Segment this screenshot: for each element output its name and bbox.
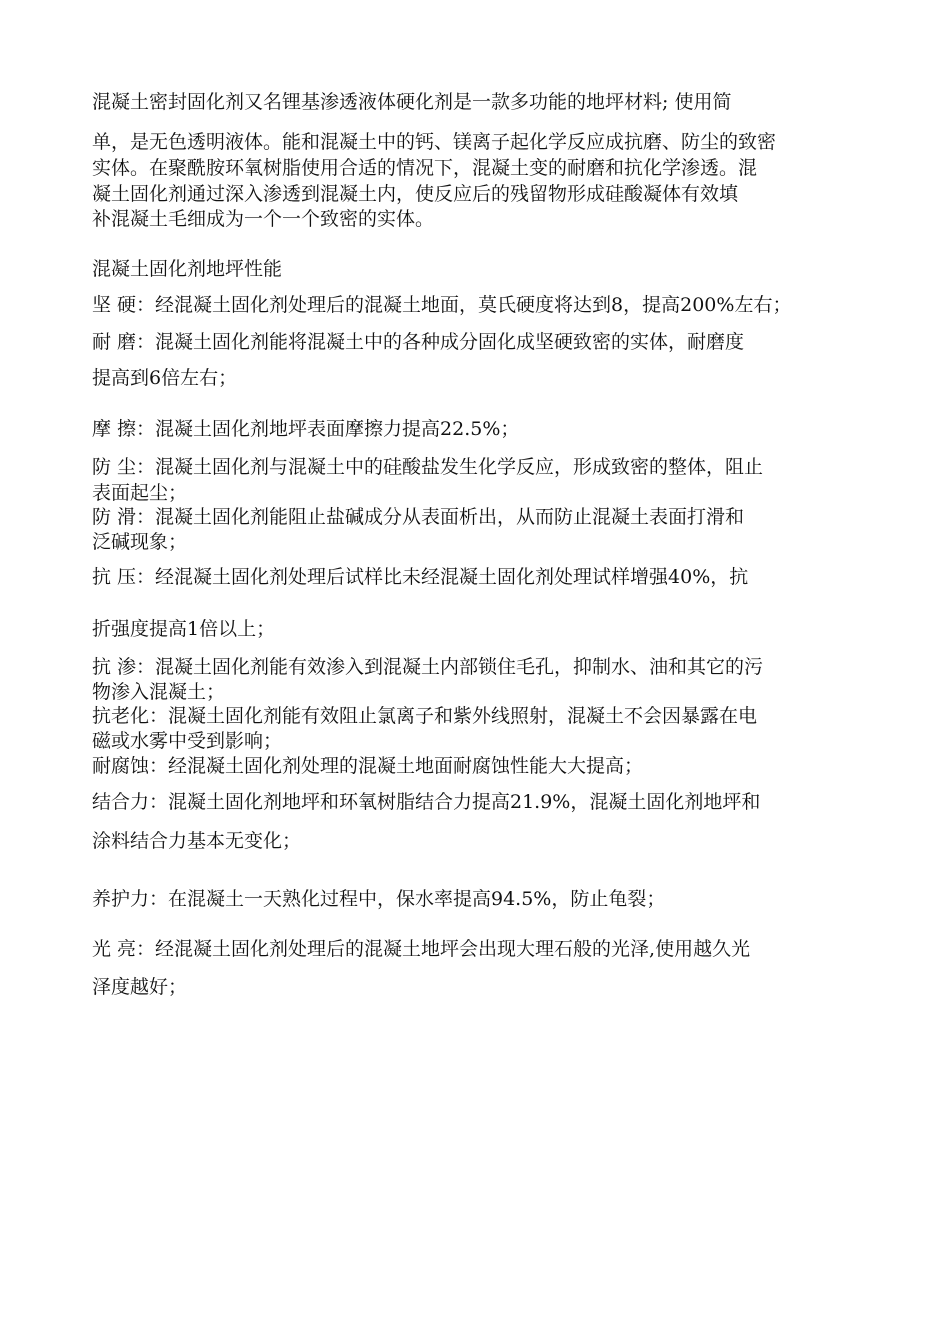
property-line: 泽度越好； (92, 976, 188, 998)
property-line: 抗 渗：混凝土固化剂能有效渗入到混凝土内部锁住毛孔，抑制水、油和其它的污 (92, 656, 764, 678)
property-line: 坚 硬：经混凝土固化剂处理后的混凝土地面，莫氏硬度将达到8，提高200%左右； (92, 294, 792, 316)
property-line: 泛碱现象； (92, 531, 188, 553)
property-line: 耐腐蚀：经混凝土固化剂处理的混凝土地面耐腐蚀性能大大提高； (92, 755, 644, 777)
intro-line: 实体。在聚酰胺环氧树脂使用合适的情况下，混凝土变的耐磨和抗化学渗透。混 (92, 157, 758, 179)
property-line: 磁或水雾中受到影响； (92, 730, 283, 752)
property-line: 抗 压：经混凝土固化剂处理后试样比未经混凝土固化剂处理试样增强40%，抗 (92, 566, 749, 588)
intro-line: 补混凝土毛细成为一个一个致密的实体。 (92, 208, 435, 230)
property-line: 养护力：在混凝土一天熟化过程中，保水率提高94.5%，防止龟裂； (92, 888, 666, 910)
property-line: 物渗入混凝土； (92, 681, 226, 703)
property-line: 防 尘：混凝土固化剂与混凝土中的硅酸盐发生化学反应，形成致密的整体，阻止 (92, 456, 764, 478)
intro-line: 混凝土密封固化剂又名锂基渗透液体硬化剂是一款多功能的地坪材料; 使用简 (92, 91, 732, 113)
property-line: 提高到6倍左右； (92, 367, 238, 389)
intro-line: 凝土固化剂通过深入渗透到混凝土内，使反应后的残留物形成硅酸凝体有效填 (92, 183, 739, 205)
intro-line: 单，是无色透明液体。能和混凝土中的钙、镁离子起化学反应成抗磨、防尘的致密 (92, 131, 777, 153)
section-heading: 混凝土固化剂地坪性能 (92, 258, 283, 280)
property-line: 耐 磨：混凝土固化剂能将混凝土中的各种成分固化成坚硬致密的实体，耐磨度 (92, 331, 745, 353)
property-line: 抗老化：混凝土固化剂能有效阻止氯离子和紫外线照射，混凝土不会因暴露在电 (92, 705, 758, 727)
property-line: 涂料结合力基本无变化； (92, 830, 302, 852)
property-line: 光 亮：经混凝土固化剂处理后的混凝土地坪会出现大理石般的光泽,使用越久光 (92, 938, 751, 960)
property-line: 防 滑：混凝土固化剂能阻止盐碱成分从表面析出，从而防止混凝土表面打滑和 (92, 506, 745, 528)
property-line: 结合力：混凝土固化剂地坪和环氧树脂结合力提高21.9%，混凝土固化剂地坪和 (92, 791, 761, 813)
property-line: 摩 擦：混凝土固化剂地坪表面摩擦力提高22.5%； (92, 418, 520, 440)
property-line: 折强度提高1倍以上； (92, 618, 276, 640)
property-line: 表面起尘； (92, 482, 188, 504)
